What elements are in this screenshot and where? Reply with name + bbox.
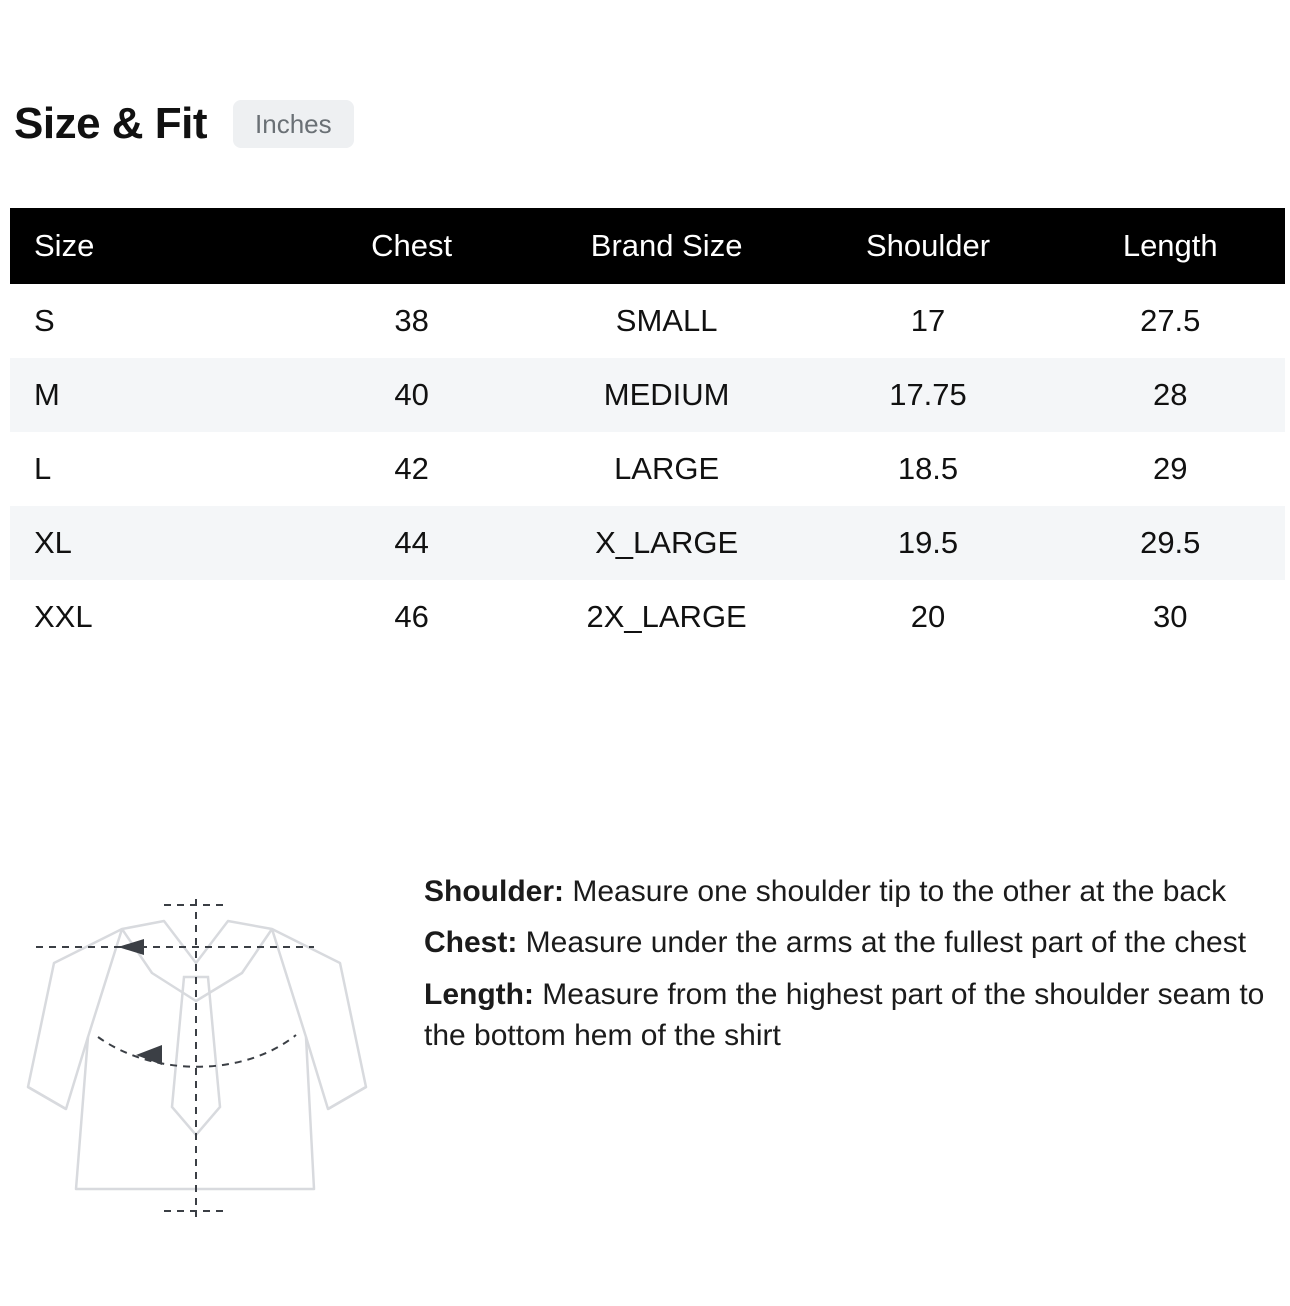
arrow-down-left-icon [136, 1045, 162, 1065]
note-shoulder [424, 871, 1290, 912]
cell-chest: 40 [394, 377, 429, 412]
cell-size: S [34, 303, 55, 338]
column-header-brand-size: Brand Size [533, 208, 801, 284]
measurement-notes [414, 869, 1290, 1067]
size-chart-table [10, 208, 1285, 654]
cell-length: 29 [1153, 451, 1188, 486]
cell-size: M [34, 377, 60, 412]
cell-size: XL [34, 525, 72, 560]
table-row [10, 284, 1285, 358]
table-row [10, 432, 1285, 506]
column-header-length: Length [1056, 208, 1286, 284]
note-length [424, 974, 1290, 1057]
measurement-guide [0, 869, 1290, 1232]
cell-chest: 42 [394, 451, 429, 486]
note-shoulder-text: Measure one shoulder tip to the other at the back [564, 875, 1227, 908]
note-shoulder-label: Shoulder: [424, 875, 564, 908]
unit-badge: Inches [233, 100, 354, 148]
page-title: Size & Fit [14, 99, 208, 148]
cell-chest: 38 [394, 303, 429, 338]
note-chest-label: Chest: [424, 926, 518, 960]
note-chest [424, 922, 1290, 963]
cell-shoulder: 17 [910, 303, 946, 338]
cell-brand-size: 2X_LARGE [586, 599, 747, 634]
cell-shoulder: 17.75 [889, 377, 967, 412]
cell-length: 28 [1153, 377, 1188, 412]
cell-brand-size: LARGE [614, 451, 720, 486]
cell-shoulder: 20 [910, 599, 946, 634]
table-row [10, 358, 1285, 432]
cell-shoulder: 18.5 [897, 451, 959, 486]
cell-chest: 46 [394, 599, 429, 634]
note-length-label: Length: [424, 977, 534, 1011]
column-header-shoulder: Shoulder [801, 208, 1056, 284]
table-body [10, 284, 1285, 654]
cell-length: 30 [1153, 599, 1188, 634]
shirt-measurement-diagram-icon [14, 869, 414, 1232]
cell-shoulder: 19.5 [897, 525, 959, 560]
cell-size: XXL [34, 599, 93, 634]
cell-chest: 44 [394, 525, 429, 560]
column-header-chest: Chest [291, 208, 533, 284]
page-header [0, 100, 1290, 148]
table-row [10, 506, 1285, 580]
table-header [10, 208, 1285, 284]
note-chest-text: Measure under the arms at the fullest part of the chest [517, 926, 1247, 960]
cell-size: L [34, 451, 52, 486]
cell-brand-size: MEDIUM [603, 377, 730, 412]
table-row [10, 580, 1285, 654]
cell-brand-size: SMALL [615, 303, 718, 338]
cell-brand-size: X_LARGE [595, 525, 739, 560]
cell-length: 27.5 [1140, 303, 1201, 338]
column-header-size: Size [10, 208, 291, 284]
note-length-text: Measure from the highest part of the shoulder seam to the bottom hem of the shirt [424, 977, 1265, 1053]
cell-length: 29.5 [1140, 525, 1201, 560]
table-header-row [10, 208, 1285, 284]
